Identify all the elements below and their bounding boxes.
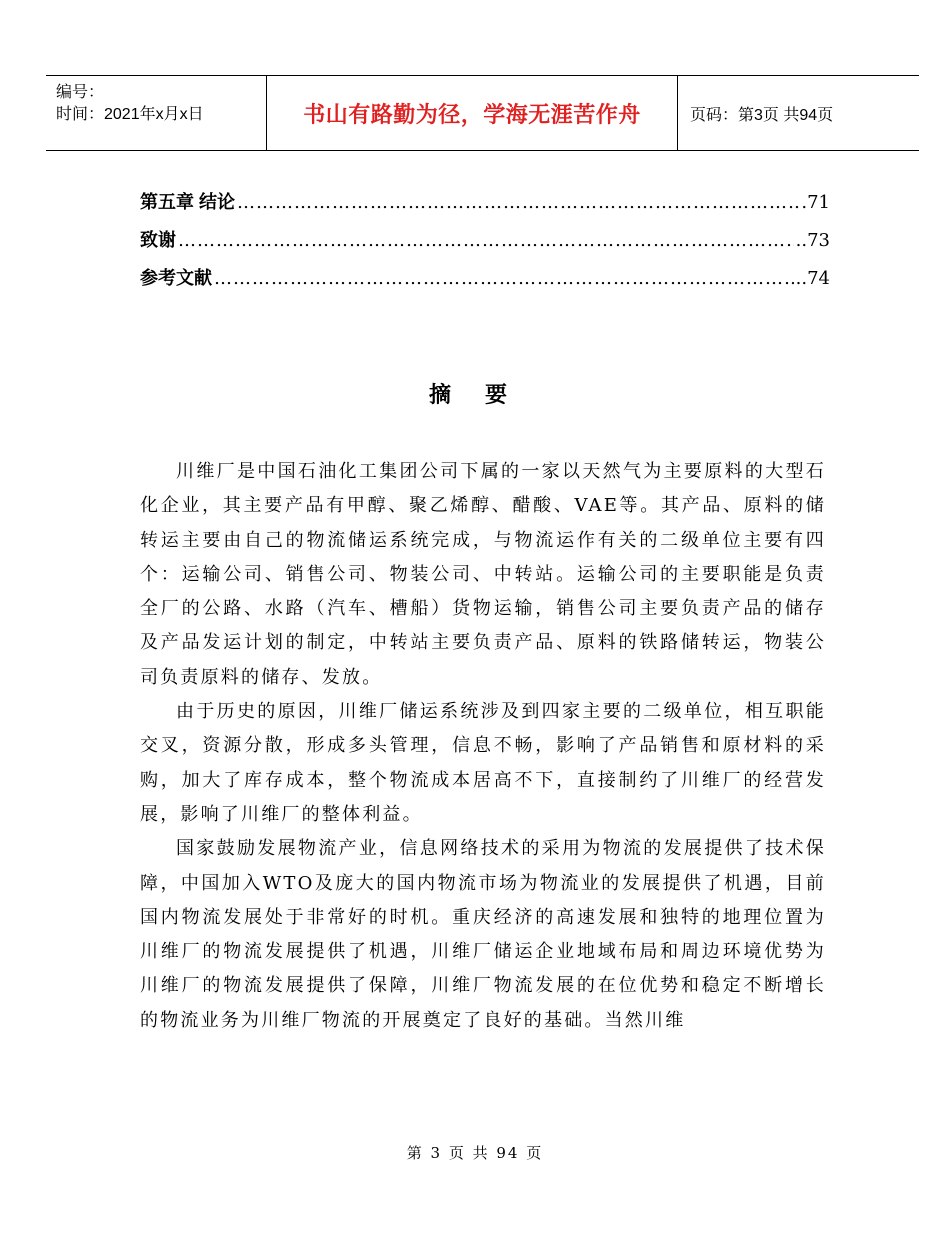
toc-entry-title: 致谢 (140, 230, 176, 250)
toc-entry[interactable] (140, 226, 830, 264)
abstract-paragraph: 由于历史的原因，川维厂储运系统涉及到四家主要的二级单位，相互职能交叉，资源分散，形成多头管理，信息不畅，影响了产品销售和原材料的采购，加大了库存成本，整个物流成本居高不下，直接制约了川维厂的经营发展，影响了川维厂的整体利益。 (140, 701, 826, 825)
toc-entry-page: ..73 (795, 230, 830, 251)
table-of-contents (140, 188, 830, 302)
toc-leader-dots (178, 230, 794, 251)
toc-entry-page: .71 (801, 192, 830, 213)
abstract-heading: 摘 要 (428, 382, 522, 407)
number-label: 编号： (56, 84, 105, 101)
time-label: 时间：2021年x月x日 (56, 106, 204, 123)
abstract-paragraph: 川维厂是中国石油化工集团公司下属的一家以天然气为主要原料的大型石化企业，其主要产品有甲醇、聚乙烯醇、醋酸、VAE等。其产品、原料的储转运主要由自己的物流储运系统完成，与物流运作有关的二级单位主要有四个：运输公司、销售公司、物装公司、中转站。运输公司的主要职能是负责全厂的公路、水路（汽车、槽船）货物运输，销售公司主要负责产品的储存及产品发运计划的制定，中转站主要负责产品、原料的铁路储转运，物装公司负责原料的储存、发放。 (140, 461, 826, 688)
toc-leader-dots (237, 192, 799, 213)
abstract-paragraph: 国家鼓励发展物流产业，信息网络技术的采用为物流的发展提供了技术保障，中国加入WTO及庞大的国内物流市场为物流业的发展提供了机遇，目前国内物流发展处于非常好的时机。重庆经济的高速发展和独特的地理位置为川维厂的物流发展提供了机遇，川维厂储运企业地域布局和周边环境优势为川维厂的物流发展提供了保障，川维厂物流发展的在位优势和稳定不断增长的物流业务为川维厂物流的开展奠定了良好的基础。当然川维 (140, 838, 826, 1031)
header-motto: 书山有路勤为径，学海无涯苦作舟 (267, 76, 678, 150)
toc-entry[interactable] (140, 264, 830, 302)
toc-entry-title: 第五章 结论 (140, 192, 236, 212)
toc-entry-page: ..74 (795, 268, 830, 289)
document-header (46, 75, 919, 151)
toc-entry-title: 参考文献 (140, 268, 212, 288)
header-meta (46, 76, 267, 150)
page-footer: 第 3 页 共 94 页 (406, 1144, 544, 1162)
toc-entry[interactable] (140, 188, 830, 226)
abstract-body (140, 455, 826, 1038)
toc-leader-dots (214, 268, 794, 289)
header-page-info: 页码：第3页 共94页 (690, 106, 834, 124)
